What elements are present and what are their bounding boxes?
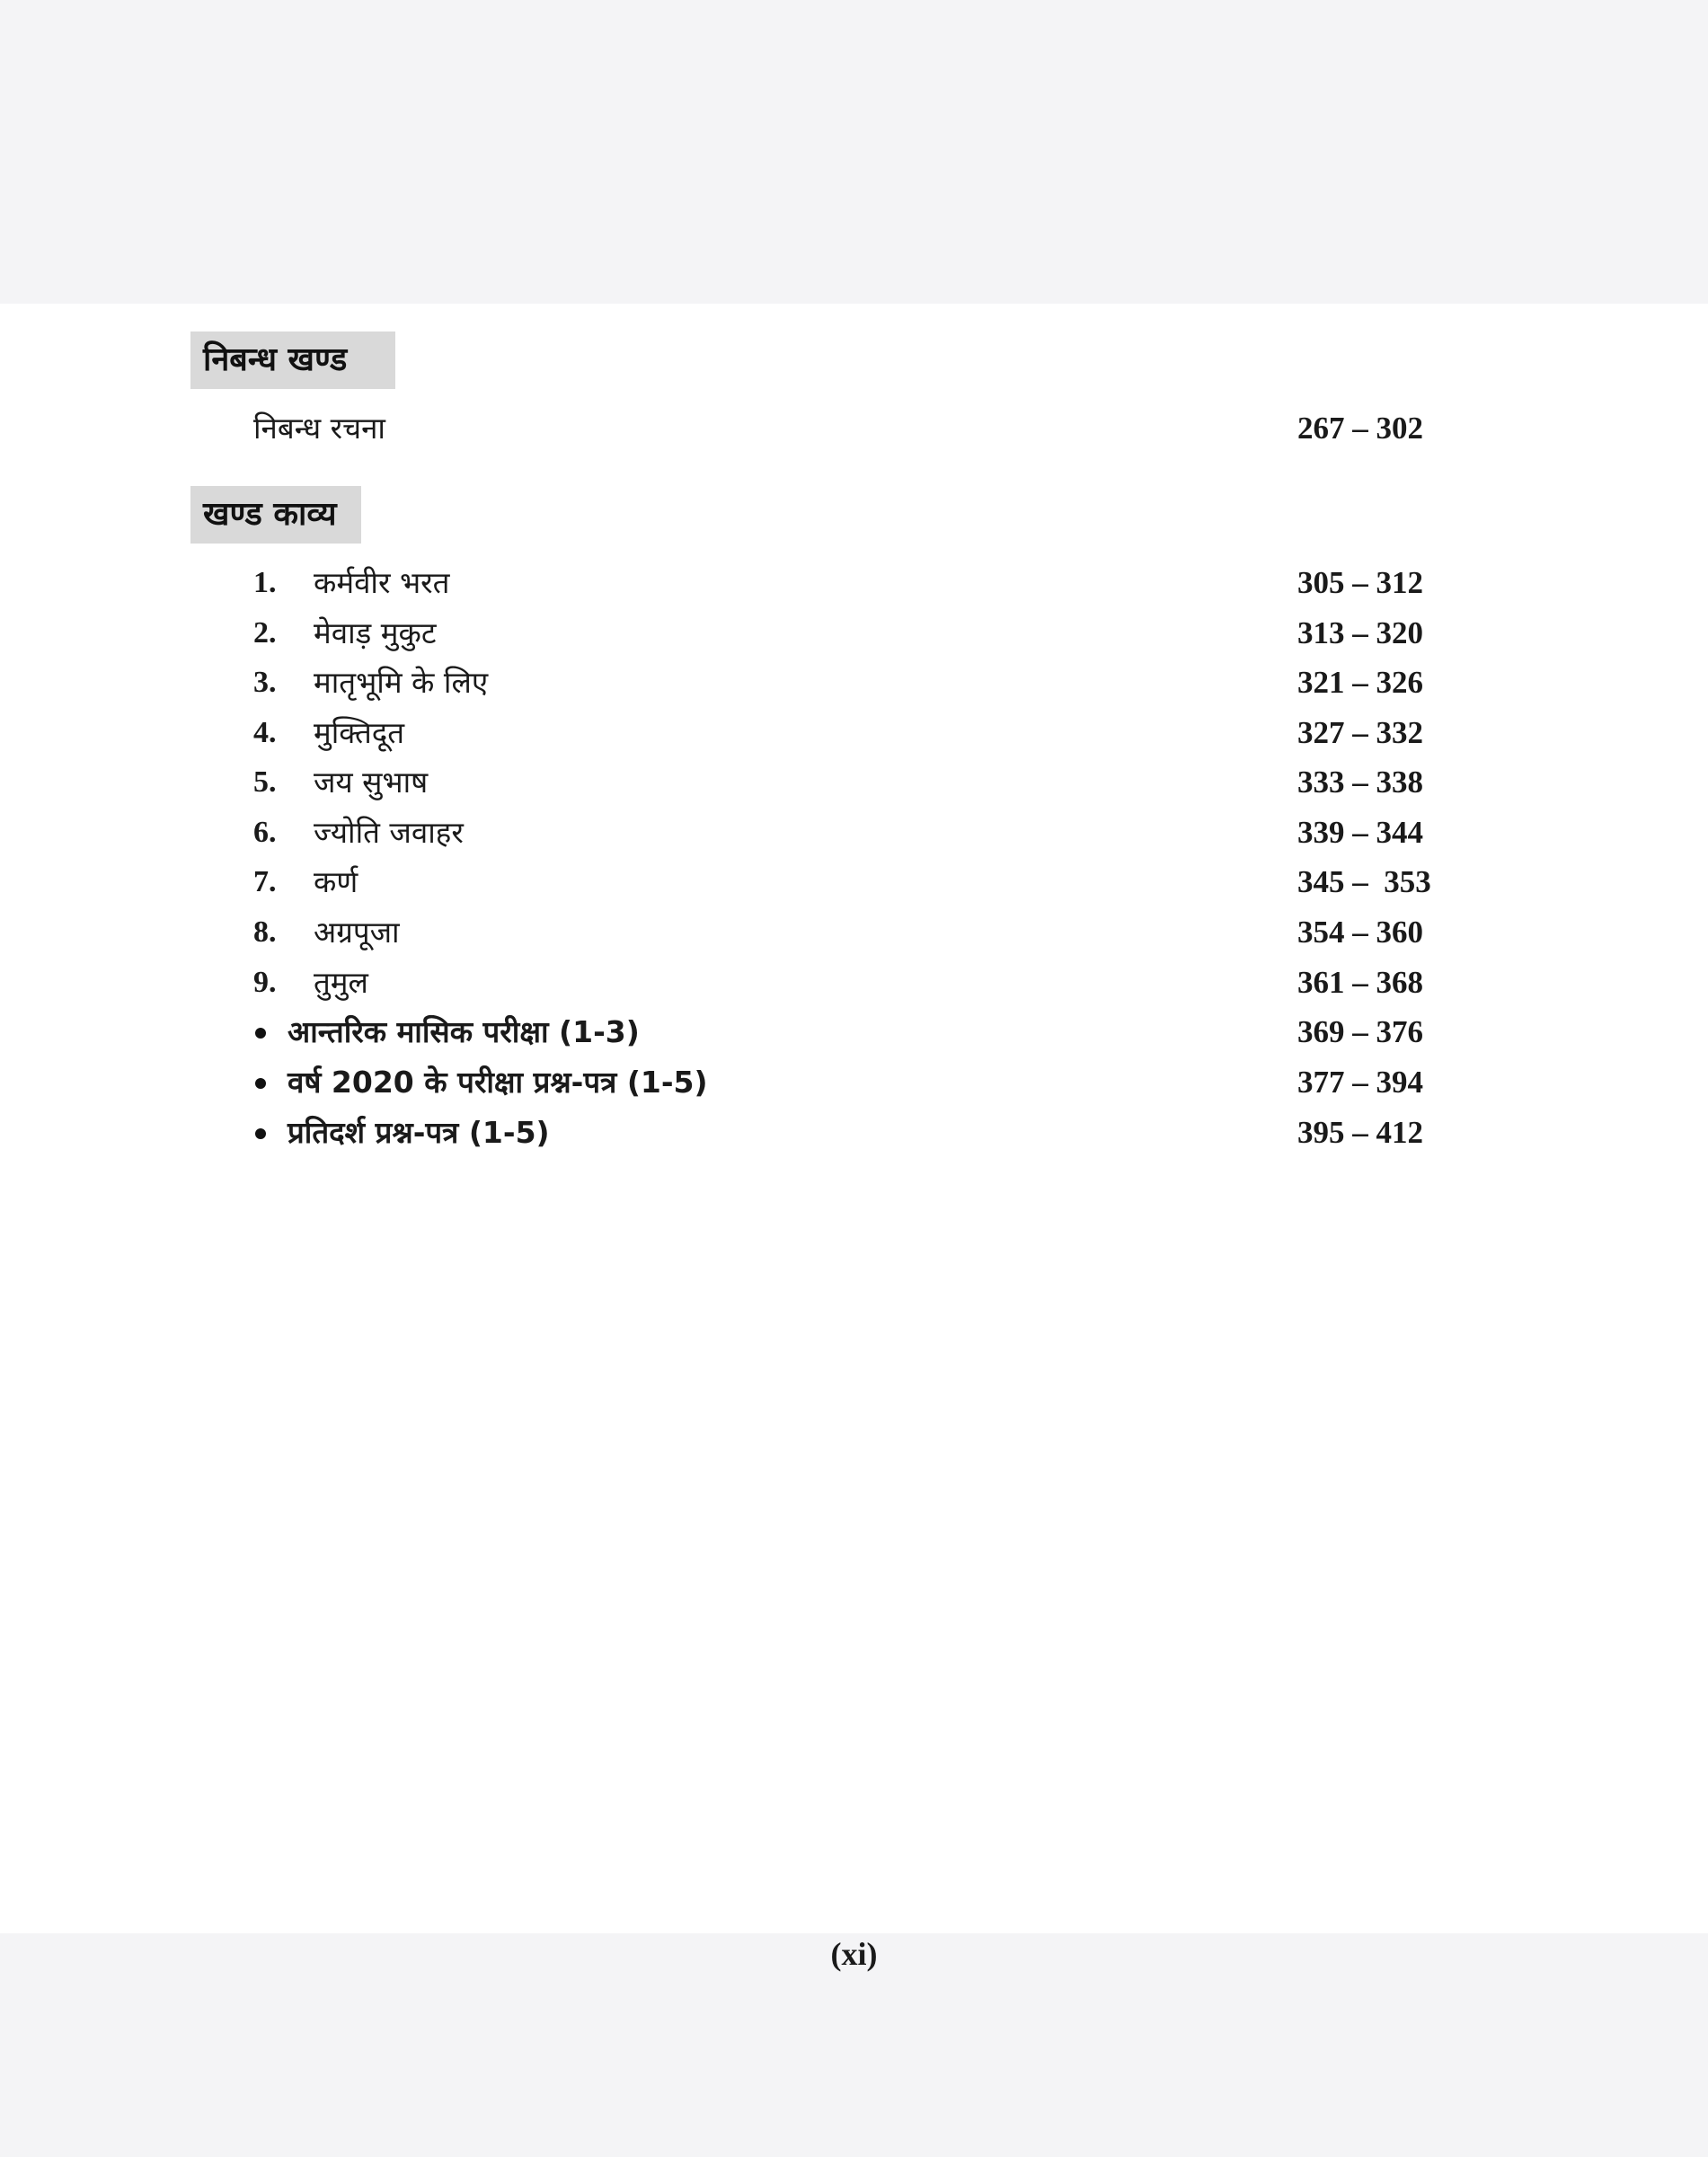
section-heading-khand-kavya: खण्ड काव्य xyxy=(190,486,361,544)
toc-bullet-entry-2 xyxy=(0,1060,1708,1105)
toc-entry-number: 8. xyxy=(253,915,277,949)
toc-entry-pages: 327 – 332 xyxy=(1297,715,1423,750)
toc-entry-pages: 377 – 394 xyxy=(1297,1065,1423,1100)
toc-entry-pages: 361 – 368 xyxy=(1297,965,1423,1000)
toc-entry-number: 5. xyxy=(253,765,277,799)
toc-entry-7 xyxy=(0,860,1708,905)
toc-entry-pages: 313 – 320 xyxy=(1297,615,1423,650)
toc-entry-5 xyxy=(0,760,1708,805)
toc-entry-title: तुमुल xyxy=(314,965,368,1000)
toc-entry-number: 7. xyxy=(253,865,277,898)
toc-entry-nibandh-rachna xyxy=(0,406,1708,451)
toc-entry-number: 9. xyxy=(253,966,277,999)
bullet-icon xyxy=(255,1078,266,1089)
toc-entry-title: कर्मवीर भरत xyxy=(314,565,450,600)
top-margin-band xyxy=(0,0,1708,304)
toc-entry-6 xyxy=(0,810,1708,855)
toc-entry-title: निबन्ध रचना xyxy=(253,411,385,446)
toc-entry-number: 3. xyxy=(253,666,277,699)
toc-entry-pages: 305 – 312 xyxy=(1297,565,1423,600)
toc-bullet-entry-1 xyxy=(0,1010,1708,1055)
toc-entry-pages: 267 – 302 xyxy=(1297,411,1423,446)
toc-entry-pages: 345 – 353 xyxy=(1297,864,1431,899)
toc-bullet-entry-3 xyxy=(0,1110,1708,1155)
toc-entry-title: कर्ण xyxy=(314,864,358,899)
toc-entry-2 xyxy=(0,611,1708,656)
section-heading-nibandh: निबन्ध खण्ड xyxy=(190,332,395,389)
toc-entry-8 xyxy=(0,910,1708,955)
bullet-icon xyxy=(255,1128,266,1139)
toc-entry-title: अग्रपूजा xyxy=(314,915,400,950)
toc-entry-title: मेवाड़ मुकुट xyxy=(314,615,437,650)
toc-entry-pages: 321 – 326 xyxy=(1297,665,1423,700)
toc-entry-title: मातृभूमि के लिए xyxy=(314,665,489,700)
toc-entry-number: 6. xyxy=(253,816,277,849)
toc-entry-pages: 369 – 376 xyxy=(1297,1014,1423,1049)
toc-entry-1 xyxy=(0,561,1708,606)
toc-entry-title: ज्योति जवाहर xyxy=(314,815,464,850)
toc-entry-pages: 395 – 412 xyxy=(1297,1115,1423,1150)
page-number: (xi) xyxy=(830,1936,878,1972)
toc-entry-pages: 333 – 338 xyxy=(1297,765,1423,800)
toc-entry-pages: 339 – 344 xyxy=(1297,815,1423,850)
toc-entry-3 xyxy=(0,660,1708,705)
toc-entry-4 xyxy=(0,711,1708,756)
toc-entry-title: मुक्तिदूत xyxy=(314,715,405,750)
toc-entry-title: जय सुभाष xyxy=(314,765,429,800)
toc-entry-number: 4. xyxy=(253,716,277,749)
bullet-icon xyxy=(255,1028,266,1039)
toc-entry-title: प्रतिदर्श प्रश्न-पत्र (1-5) xyxy=(288,1115,550,1150)
toc-entry-number: 1. xyxy=(253,566,277,599)
toc-entry-title: वर्ष 2020 के परीक्षा प्रश्न-पत्र (1-5) xyxy=(288,1065,708,1100)
toc-entry-number: 2. xyxy=(253,616,277,650)
toc-entry-pages: 354 – 360 xyxy=(1297,915,1423,950)
toc-entry-title: आन्तरिक मासिक परीक्षा (1-3) xyxy=(288,1014,640,1049)
toc-entry-9 xyxy=(0,960,1708,1005)
